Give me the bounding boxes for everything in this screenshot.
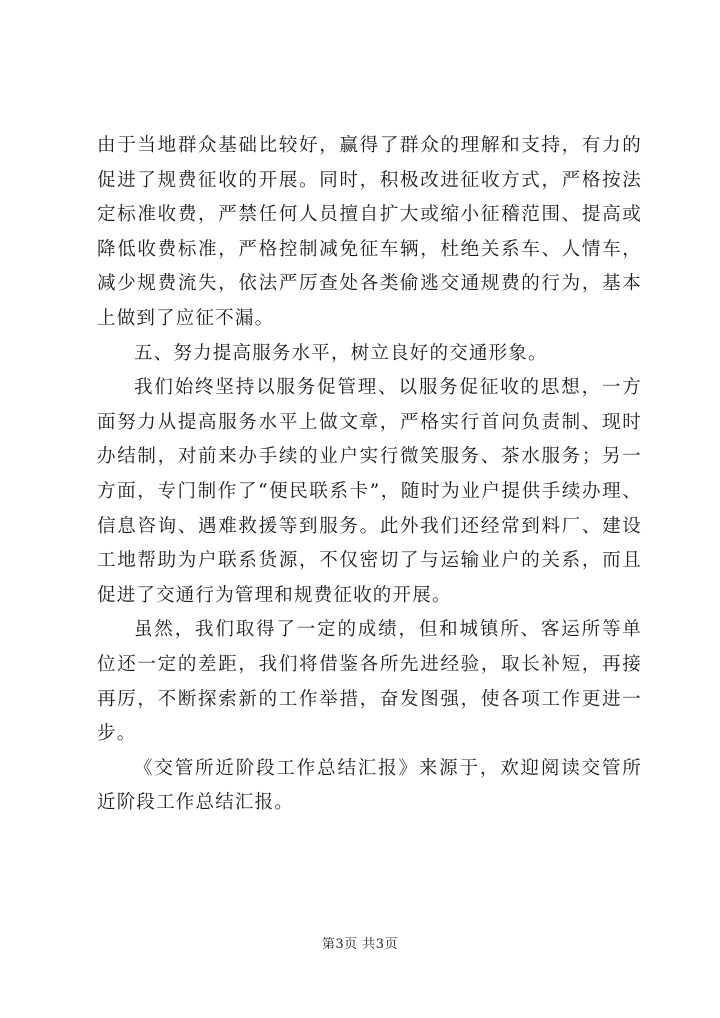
- paragraph-conclusion: 虽然，我们取得了一定的成绩，但和城镇所、客运所等单位还一定的差距，我们将借鉴各所先进经验，取长补短，再接再厉，不断探索新的工作举措，奋发图强，使各项工作更进一步。: [97, 619, 642, 745]
- page-number-footer: 第3页 共3页: [321, 937, 399, 952]
- paragraph-source-note: 《交管所近阶段工作总结汇报》来源于，欢迎阅读交管所近阶段工作总结汇报。: [97, 757, 642, 814]
- paragraph-continuation: 由于当地群众基础比较好，赢得了群众的理解和支持，有力的促进了规费征收的开展。同时，积极改进征收方式，严格按法定标准收费，严禁任何人员擅自扩大或缩小征稽范围、提高或降低收费标准，严格控制减免征车辆，杜绝关系车、人情车，减少规费流失，依法严厉查处各类偷逃交通规费的行为，基本上做到了应征不漏。: [97, 135, 642, 329]
- document-body: [97, 129, 642, 821]
- paragraph-service: 我们始终坚持以服务促管理、以服务促征收的思想，一方面努力从提高服务水平上做文章，严格实行首问负责制、现时办结制，对前来办手续的业户实行微笑服务、茶水服务；另一方面，专门制作了“便民联系卡”，随时为业户提供手续办理、信息咨询、遇难救援等到服务。此外我们还经常到料厂、建设工地帮助为户联系货源，不仅密切了与运输业户的关系，而且促进了交通行为管理和规费征收的开展。: [97, 377, 642, 606]
- section-heading: 五、努力提高服务水平，树立良好的交通形象。: [134, 342, 548, 364]
